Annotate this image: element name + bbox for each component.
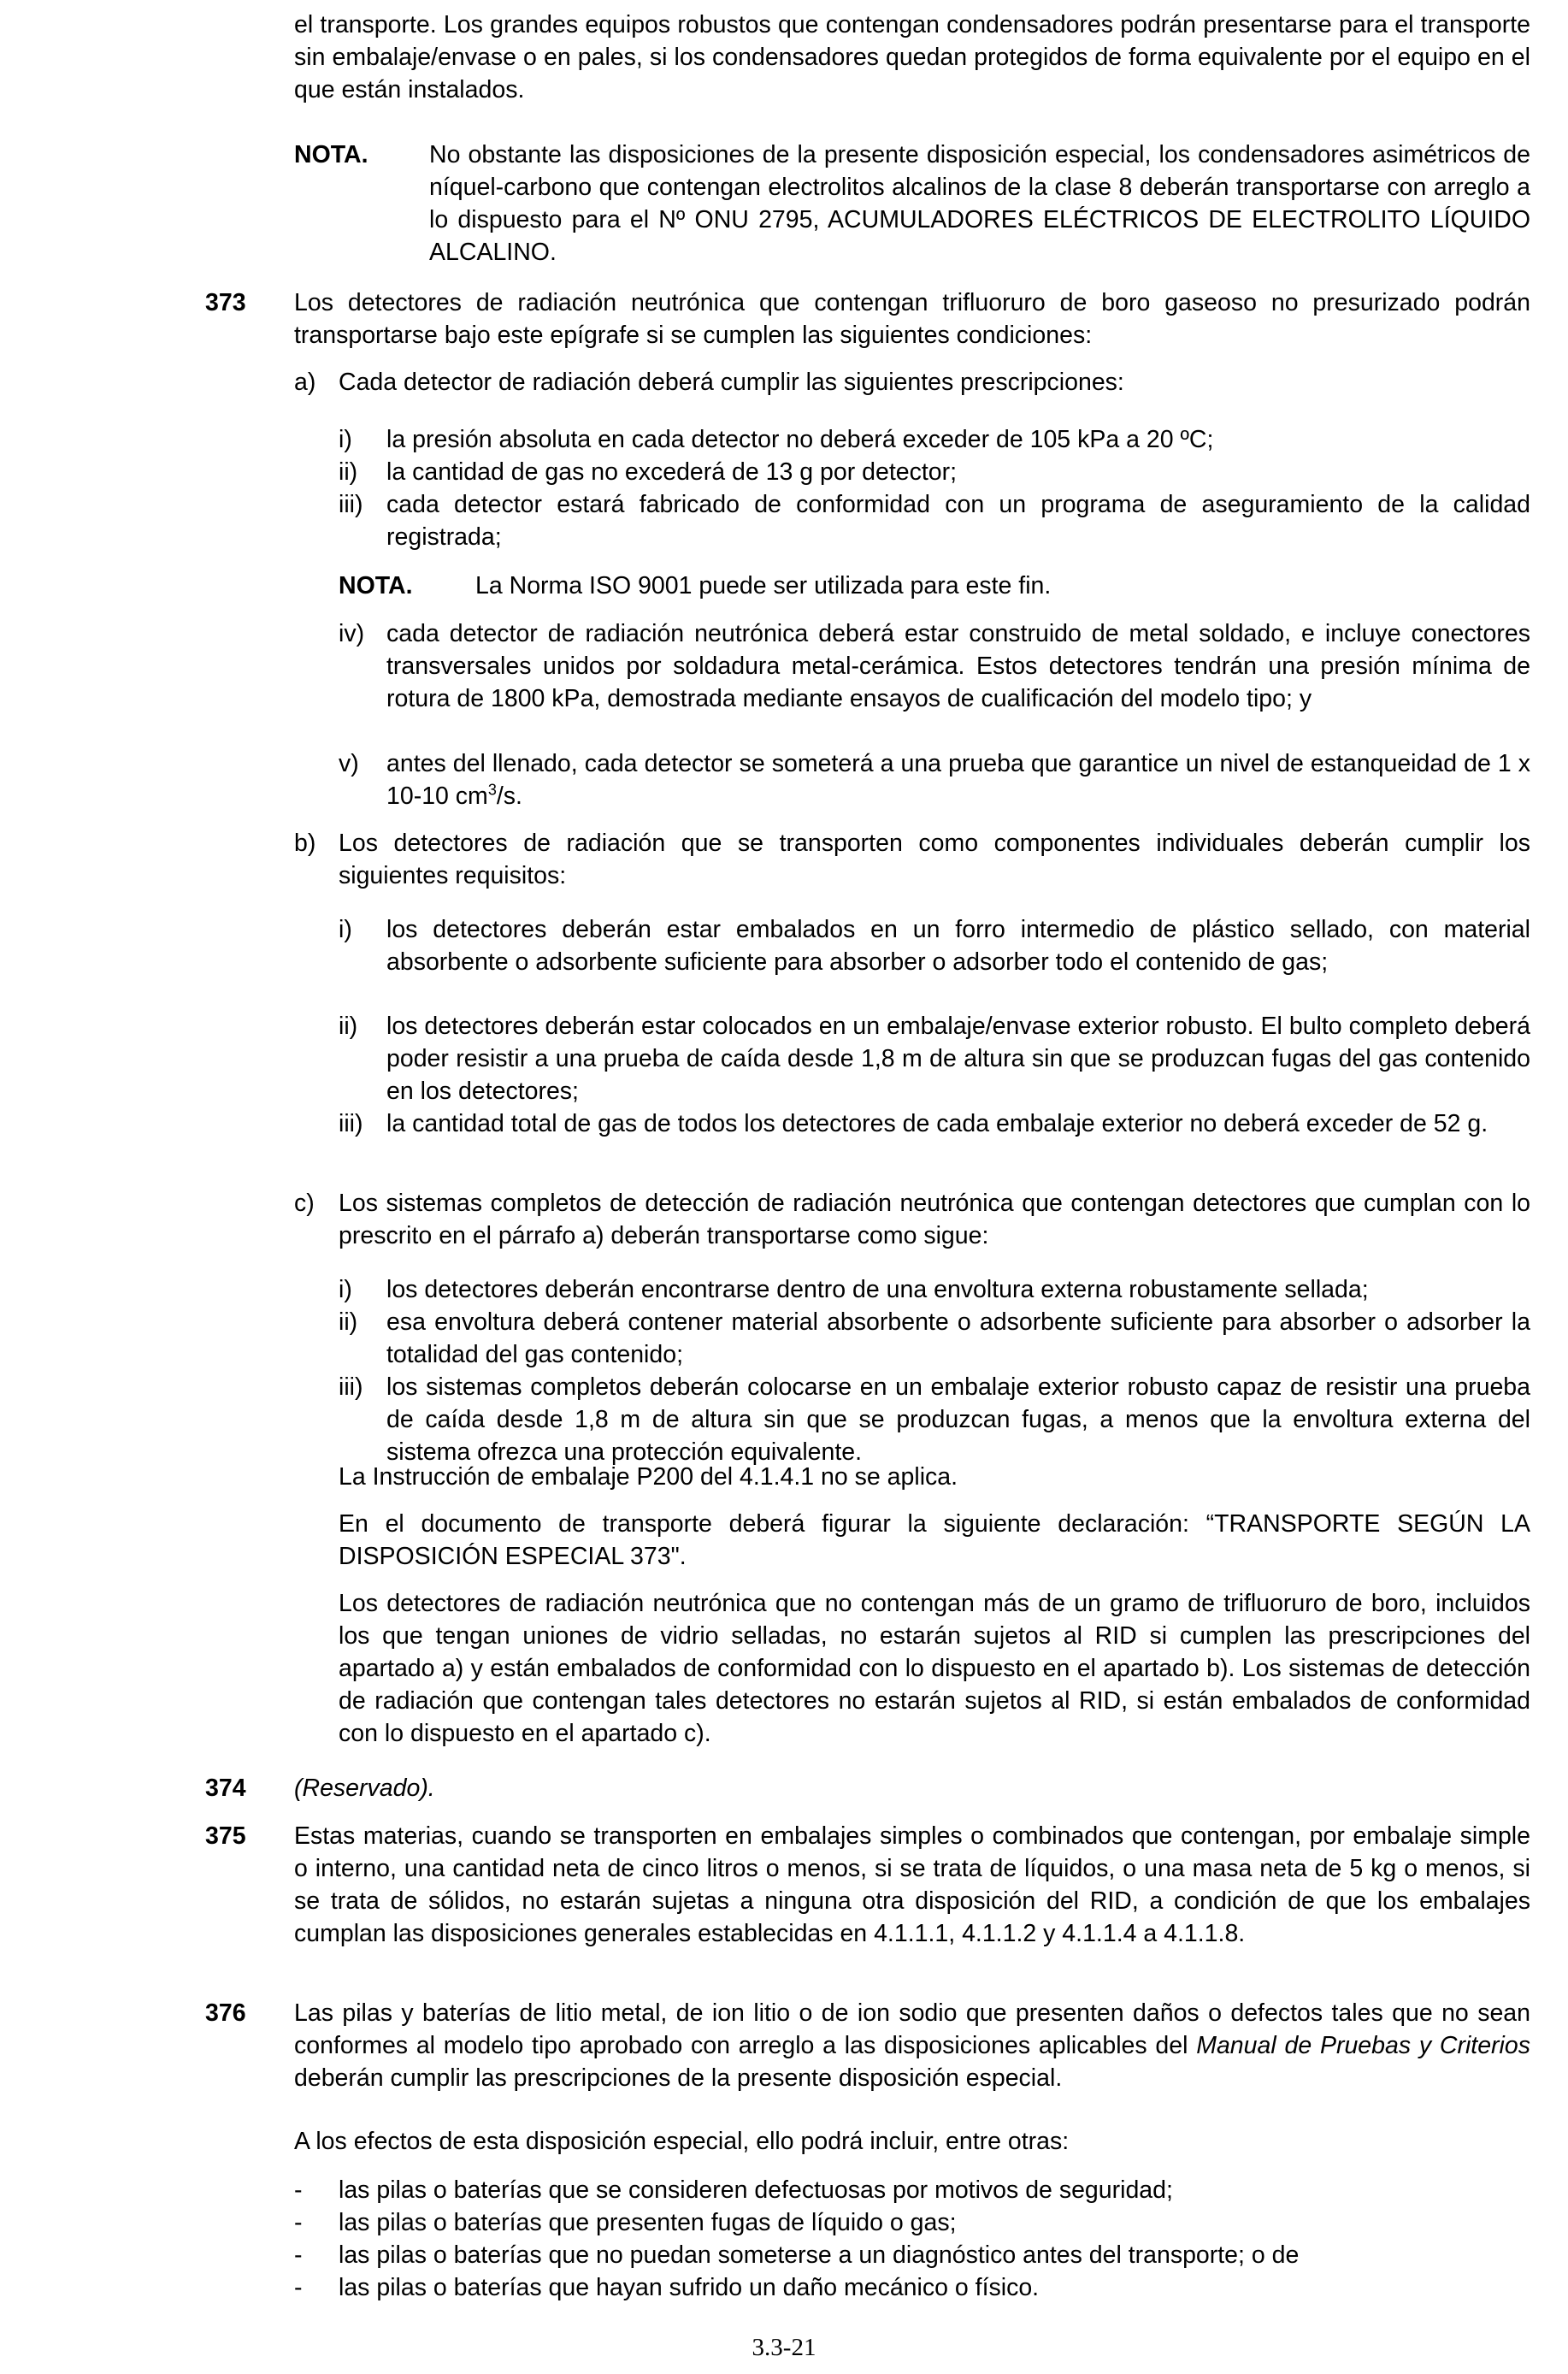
provision-373-paragraph: Los detectores de radiación neutrónica que no contengan más de un gramo de trifluoruro de boro, incluidos los que tengan uniones de vidrio selladas, no estarán sujetos al RID si cumplen las prescripciones del apartado a) y están embalados de conformidad con lo dispuesto en el apartado b). Los sistemas de detección de radiación que contengan tales detectores no estarán sujetos al RID, si están embalados de conformidad con lo dispuesto en el apartado c). [339,1590,1530,1747]
provision-373-text: Los detectores de radiación neutrónica que contengan trifluoruro de boro gaseoso no presurizado podrán transportarse bajo este epígrafe si se cumplen las siguientes condiciones: [294,289,1530,349]
sub-item-text: antes del llenado, cada detector se someterá a una prueba que garantice un nivel de estanqueidad de 1 x 10-10 $cm^3/s$. [386,750,1530,810]
sub-item-label: i) [339,916,352,943]
list-item: las pilas o baterías que presenten fugas de líquido o gas; [339,2209,957,2236]
sub-item-label: iv) [339,620,365,647]
sub-item-text: la presión absoluta en cada detector no deberá exceder de 105 kPa a 20 ºC; [386,426,1214,453]
item-a-text: Cada detector de radiación deberá cumplir las siguientes prescripciones: [339,369,1124,396]
sub-item-text: cada detector estará fabricado de conformidad con un programa de aseguramiento de la calidad registrada; [386,491,1530,551]
sub-item-text: los detectores deberán encontrarse dentro de una envoltura externa robustamente sellada; [386,1276,1369,1303]
sub-item-text: los detectores deberán estar embalados en un forro intermedio de plástico sellado, con material absorbente o adsorbente suficiente para absorber o adsorber todo el contenido de gas; [386,916,1530,976]
sub-item-text: cada detector de radiación neutrónica deberá estar construido de metal soldado, e incluye conectores transversales unidos por soldadura metal-cerámica. Estos detectores tendrán una presión mínima de rotura de 1800 kPa, demostrada mediante ensayos de cualificación del modelo tipo; y [386,620,1530,712]
note-label: NOTA. [339,572,413,599]
note-text: La Norma ISO 9001 puede ser utilizada para este fin. [475,572,1052,599]
list-item: las pilas o baterías que no puedan someterse a un diagnóstico antes del transporte; o de [339,2241,1300,2269]
sub-item-text: la cantidad de gas no excederá de 13 g por detector; [386,458,958,486]
item-label-a: a) [294,369,316,396]
list-item: las pilas o baterías que se consideren defectuosas por motivos de seguridad; [339,2176,1173,2204]
provision-376-text: Las pilas y baterías de litio metal, de ion litio o de ion sodio que presenten daños o defectos tales que no sean conformes al modelo tipo aprobado con arreglo a las disposiciones aplicables del Manual de Pruebas y Criterios deberán cumplir las prescripciones de la presente disposición especial. [294,1999,1530,2092]
list-dash: - [294,2274,303,2301]
list-dash: - [294,2241,303,2269]
item-c-text: Los sistemas completos de detección de radiación neutrónica que contengan detectores que cumplan con lo prescrito en el párrafo a) deberán transportarse como sigue: [339,1190,1530,1249]
sub-item-label: i) [339,426,352,453]
item-label-b: b) [294,830,316,857]
provision-373-paragraph: La Instrucción de embalaje P200 del 4.1.4.1 no se aplica. [339,1463,958,1491]
sub-item-label: ii) [339,1308,358,1336]
note-label: NOTA. [294,141,368,168]
sub-item-label: iii) [339,1110,363,1137]
item-b-text: Los detectores de radiación que se transporten como componentes individuales deberán cumplir los siguientes requisitos: [339,830,1530,889]
sub-item-label: ii) [339,458,358,486]
provision-376-paragraph: A los efectos de esta disposición especial, ello podrá incluir, entre otras: [294,2128,1070,2155]
list-item: las pilas o baterías que hayan sufrido un daño mecánico o físico. [339,2274,1040,2301]
intro-paragraph: el transporte. Los grandes equipos robustos que contengan condensadores podrán presentarse para el transporte sin embalaje/envase o en pales, si los condensadores quedan protegidos de forma equivalente por el equipo en el que están instalados. [294,11,1530,103]
provision-373-paragraph: En el documento de transporte deberá figurar la siguiente declaración: “TRANSPORTE SEGÚN LA DISPOSICIÓN ESPECIAL 373". [339,1510,1530,1570]
sub-item-label: i) [339,1276,352,1303]
note-text: No obstante las disposiciones de la presente disposición especial, los condensadores asimétricos de níquel-carbono que contengan electrolitos alcalinos de la clase 8 deberán transportarse con arreglo a lo dispuesto para el Nº ONU 2795, ACUMULADORES ELÉCTRICOS DE ELECTROLITO LÍQUIDO ALCALINO. [429,141,1530,266]
provision-number-375: 375 [205,1822,246,1850]
manual-title: Manual de Pruebas y Criterios [1196,2032,1530,2059]
provision-374-text: (Reservado). [294,1775,435,1802]
sub-item-label: iii) [339,1373,363,1401]
sub-item-label: ii) [339,1013,358,1040]
superscript: 3 [487,781,497,799]
sub-item-text: los detectores deberán estar colocados en un embalaje/envase exterior robusto. El bulto completo deberá poder resistir a una prueba de caída desde 1,8 m de altura sin que se produzcan fugas del gas contenido en los detectores; [386,1013,1530,1105]
provision-number-376: 376 [205,1999,246,2027]
provision-375-text: Estas materias, cuando se transporten en embalajes simples o combinados que contengan, por embalaje simple o interno, una cantidad neta de cinco litros o menos, si se trata de líquidos, o una masa neta de 5 kg o menos, si se trata de sólidos, no estarán sujetas a ninguna otra disposición del RID, a condición de que los embalajes cumplan las disposiciones generales establecidas en 4.1.1.1, 4.1.1.2 y 4.1.1.4 a 4.1.1.8. [294,1822,1530,1947]
sub-item-label: v) [339,750,359,777]
list-dash: - [294,2209,303,2236]
provision-number-373: 373 [205,289,246,316]
item-label-c: c) [294,1190,315,1217]
sub-item-text: la cantidad total de gas de todos los detectores de cada embalaje exterior no deberá exceder de 52 g. [386,1110,1488,1137]
sub-item-label: iii) [339,491,363,518]
page-number: 3.3-21 [752,2334,816,2361]
provision-number-374: 374 [205,1775,246,1802]
list-dash: - [294,2176,303,2204]
sub-item-text: los sistemas completos deberán colocarse en un embalaje exterior robusto capaz de resistir una prueba de caída desde 1,8 m de altura sin que se produzcan fugas, a menos que la envoltura externa del sistema ofrezca una protección equivalente. [386,1373,1530,1466]
sub-item-text: esa envoltura deberá contener material absorbente o adsorbente suficiente para absorber o adsorber la totalidad del gas contenido; [386,1308,1530,1368]
